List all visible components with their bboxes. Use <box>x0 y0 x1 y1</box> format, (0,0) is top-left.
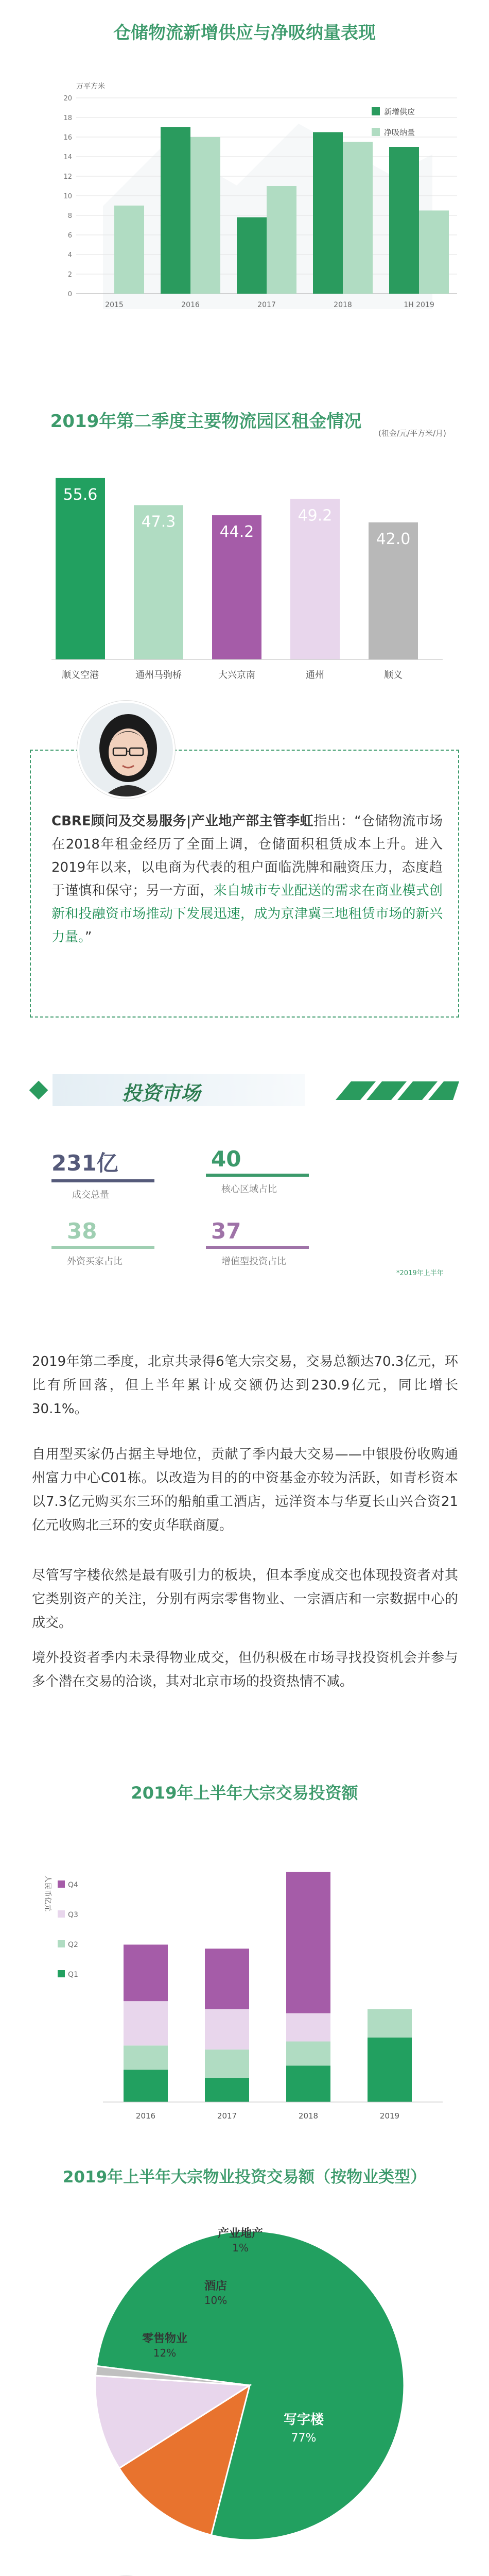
chart1-ytick-label: 16 <box>63 134 72 142</box>
stat-core-value: 40 <box>211 1146 241 1172</box>
chart2-xtick-label: 顺义 <box>384 670 403 681</box>
section-header <box>32 1074 458 1110</box>
chart2-xtick-label: 通州马驹桥 <box>135 670 182 681</box>
chart1-bar-supply <box>389 147 419 294</box>
chart1-ytick-label: 12 <box>63 173 72 181</box>
section-title: 投资市场 <box>122 1082 201 1105</box>
chart1-xtick-label: 2016 <box>181 301 200 309</box>
chart3-bar-q2 <box>124 2045 168 2070</box>
chart3-ylabel: 人民币亿元 <box>43 1875 51 1911</box>
chart2-value-label: 47.3 <box>141 513 176 531</box>
chart1-legend-swatch-absorption <box>372 128 380 136</box>
chart1-ytick-label: 20 <box>63 95 72 103</box>
chart3-bar-q2 <box>205 2049 249 2078</box>
chart3-stacked-bar-chart <box>31 1814 458 2143</box>
paragraph-3: 尽管写字楼依然是最有吸引力的板块，但本季度成交也体现投资者对其它类别资产的关注，分别有两宗零售物业、一宗酒店和一宗数据中心的成交。 <box>32 1568 458 1631</box>
chart2-unit-label: (租金/元/平方米/月) <box>378 429 446 438</box>
chart4-category-label: 酒店 <box>204 2280 228 2293</box>
chart3-title: 2019年上半年大宗交易投资额 <box>131 1783 358 1803</box>
chart1-ytick-label: 8 <box>67 212 72 220</box>
chart3-bar-q3 <box>286 2013 330 2042</box>
chart3-bar-q2 <box>286 2042 330 2066</box>
stats-footnote: *2019年上半年 <box>396 1269 444 1277</box>
quote1-avatar <box>77 701 175 799</box>
chart3-legend-swatch-q3 <box>58 1910 65 1918</box>
chart2-xtick-label: 顺义空港 <box>62 670 99 681</box>
chart1-ytick-label: 2 <box>67 271 72 279</box>
chart3-legend-swatch-q1 <box>58 1970 65 1977</box>
chart2-value-label: 44.2 <box>219 523 254 541</box>
stat-total-bar <box>51 1179 154 1182</box>
stat-core-bar <box>206 1174 309 1177</box>
chart3-legend-q1: Q1 <box>68 1971 78 1979</box>
chart2-xtick-label: 通州 <box>306 670 324 681</box>
quote1-end: ” <box>85 929 92 945</box>
chart1-bar-chart <box>31 52 458 319</box>
chart1-title: 仓储物流新增供应与净吸纳量表现 <box>113 23 376 43</box>
chart1-unit-label: 万平方米 <box>76 82 105 91</box>
chart1-ytick-label: 10 <box>63 193 72 200</box>
chart3-xtick-label: 2018 <box>298 2111 319 2121</box>
quote1-text <box>51 810 443 949</box>
stat-value-add-bar <box>206 1246 309 1249</box>
chart1-ytick-label: 0 <box>67 291 72 298</box>
chart1-legend-supply: 新增供应 <box>384 107 415 116</box>
section-stripes-icon <box>336 1081 459 1100</box>
chart1-bar-supply <box>161 127 190 294</box>
chart3-bar-q2 <box>368 2009 412 2038</box>
chart1-xtick-label: 1H 2019 <box>404 301 434 309</box>
chart1-legend-absorption: 净吸纳量 <box>384 128 415 137</box>
chart3-bar-q4 <box>124 1945 168 2002</box>
stat-foreign-value: 38 <box>67 1218 97 1244</box>
chart4-category-label: 产业地产 <box>217 2227 264 2240</box>
chart4-percent-label: 12% <box>153 2347 177 2359</box>
stat-value-add-value: 37 <box>211 1218 241 1244</box>
quote1-speaker-suffix: 指出： <box>313 814 355 829</box>
chart2-xtick-label: 大兴京南 <box>218 670 255 681</box>
chart1-ytick-label: 4 <box>67 251 72 259</box>
chart1-bar-supply <box>237 217 267 294</box>
quote1-body: “仓储物流市场在2018年租金经历了全面上调，仓储面积租赁成本上升。进入2019年以来，以电商为代表的租户面临洗牌和融资压力，态度趋于谨慎和保守；另一方面， <box>51 814 443 899</box>
chart1-xtick-label: 2017 <box>257 301 276 309</box>
stat-foreign <box>51 1218 180 1267</box>
chart1-xtick-label: 2018 <box>334 301 352 309</box>
chart1-ytick-label: 18 <box>63 114 72 122</box>
chart4-category-label: 写字楼 <box>283 2412 324 2428</box>
chart4-percent-label: 1% <box>232 2242 249 2254</box>
stat-value-add <box>206 1218 335 1267</box>
quote1-speaker: CBRE顾问及交易服务|产业地产部主管李虹 <box>51 814 314 829</box>
stat-core <box>206 1146 335 1195</box>
chart3-bar-q1 <box>368 2038 412 2102</box>
chart2-title: 2019年第二季度主要物流园区租金情况 <box>50 411 362 432</box>
chart3-xtick-label: 2016 <box>135 2111 156 2121</box>
chart3-legend-swatch-q2 <box>58 1940 65 1947</box>
stat-total <box>51 1146 180 1201</box>
chart3-bar-q1 <box>205 2078 249 2102</box>
chart1-bar-absorption <box>267 186 296 294</box>
paragraph-4: 境外投资者季内未录得物业成交，但仍积极在市场寻找投资机会并参与多个潜在交易的洽谈，其对北京市场的投资热情不减。 <box>32 1650 458 1689</box>
paragraph-1: 2019年第二季度，北京共录得6笔大宗交易，交易总额达70.3亿元，环比有所回落，但上半年累计成交额仍达到230.9亿元，同比增长30.1%。 <box>32 1354 458 1417</box>
stat-core-label: 核心区域占比 <box>221 1184 277 1195</box>
stat-foreign-label: 外资买家占比 <box>67 1256 123 1267</box>
stat-value-add-label: 增值型投资占比 <box>221 1256 286 1267</box>
chart4-pie-chart <box>31 2195 458 2566</box>
stat-foreign-bar <box>51 1246 154 1249</box>
section-diamond-icon <box>29 1081 48 1100</box>
paragraph-2: 自用型买家仍占据主导地位，贡献了季内最大交易——中银股份收购通州富力中心C01栋。以改造为目的的中资基金亦较为活跃，如青杉资本以7.3亿元购买东三环的船舶重工酒店，远洋资本与华夏长山兴合资21亿元收购北三环的安贞华联商厦。 <box>32 1447 458 1533</box>
chart4-percent-label: 10% <box>204 2294 228 2307</box>
chart2-bar <box>56 478 105 659</box>
chart2-value-label: 55.6 <box>63 485 98 504</box>
chart1-bar-supply <box>313 132 343 294</box>
stat-total-label: 成交总量 <box>72 1190 109 1200</box>
chart4-percent-label: 77% <box>291 2432 317 2445</box>
chart3-xtick-label: 2017 <box>217 2111 237 2121</box>
chart1-bar-absorption <box>190 137 220 294</box>
stat-total-value: 231亿 <box>51 1150 118 1176</box>
quote1-highlight: 来自城市专业配送的需求在商业模式创新和投融资市场推动下发展迅速，成为京津冀三地租赁市场的新兴力量。 <box>51 883 443 945</box>
chart2-value-label: 42.0 <box>376 530 411 548</box>
chart3-legend-q3: Q3 <box>68 1911 78 1919</box>
chart2-value-label: 49.2 <box>298 506 333 525</box>
chart1-ytick-label: 6 <box>67 232 72 240</box>
chart2-bar-chart <box>31 443 458 711</box>
chart3-legend-swatch-q4 <box>58 1880 65 1888</box>
chart1-ytick-label: 14 <box>63 154 72 161</box>
chart1-legend-swatch-supply <box>372 107 380 115</box>
chart3-bar-q1 <box>286 2066 330 2103</box>
chart1-xtick-label: 2015 <box>105 301 124 309</box>
chart4-category-label: 零售物业 <box>142 2332 188 2345</box>
chart3-bar-q4 <box>286 1872 330 2013</box>
chart3-legend-q2: Q2 <box>68 1941 78 1949</box>
chart1-bar-absorption <box>114 206 144 294</box>
chart1-bar-absorption <box>343 142 373 294</box>
chart3-xtick-label: 2019 <box>379 2111 400 2121</box>
chart3-bar-q3 <box>205 2009 249 2049</box>
chart3-legend-q4: Q4 <box>68 1881 78 1889</box>
chart3-bar-q4 <box>205 1948 249 2009</box>
chart4-title: 2019年上半年大宗物业投资交易额（按物业类型） <box>62 2168 427 2187</box>
chart3-bar-q1 <box>124 2070 168 2102</box>
chart1-bar-absorption <box>419 211 449 294</box>
chart3-bar-q3 <box>124 2001 168 2045</box>
